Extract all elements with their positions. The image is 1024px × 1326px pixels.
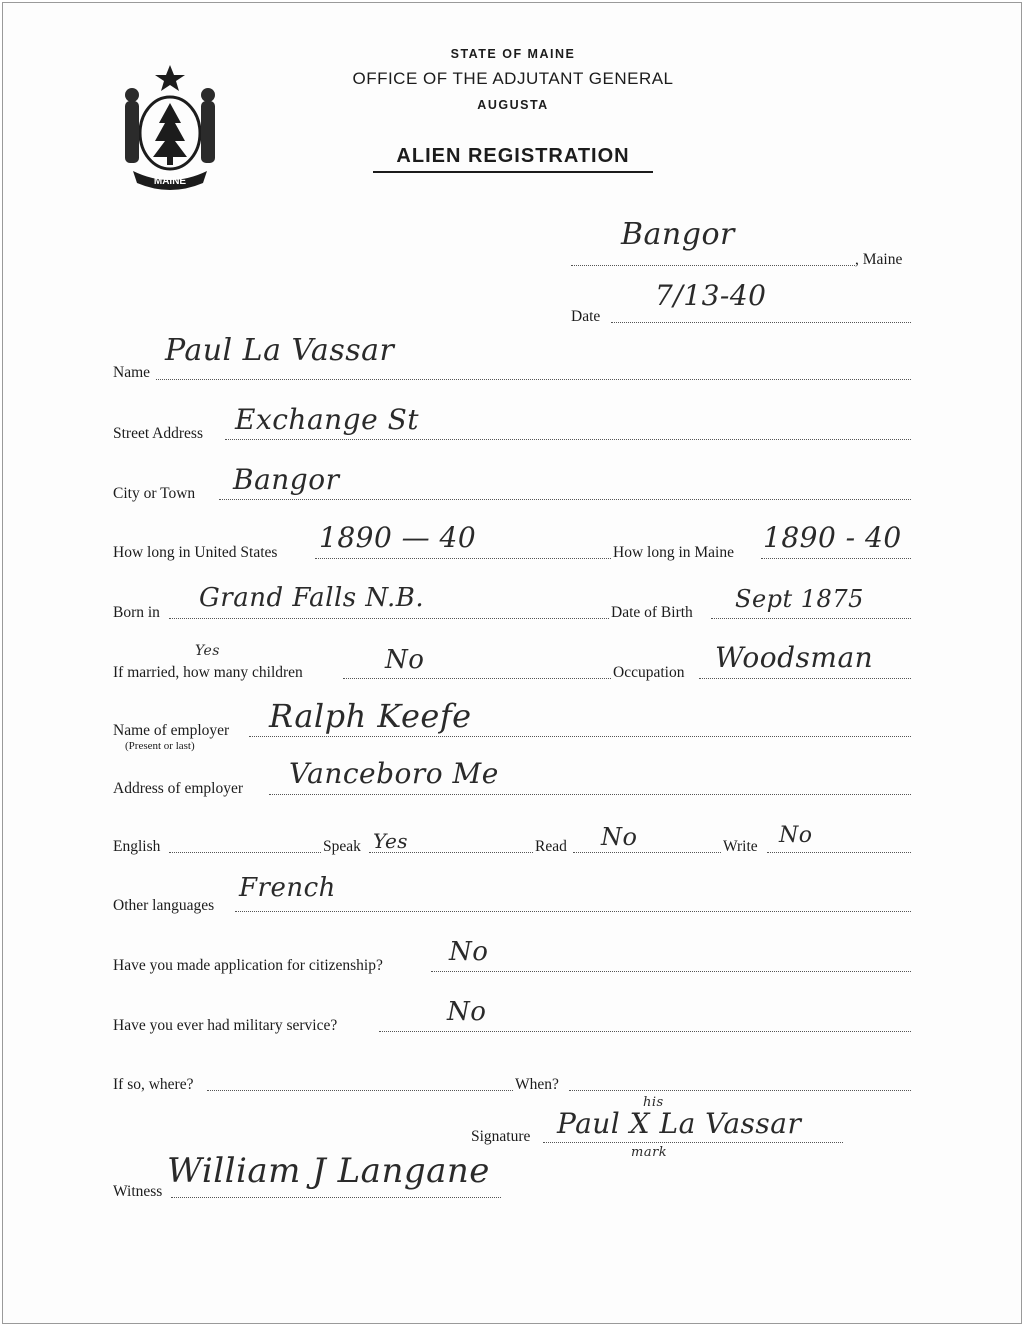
name-value: Paul La Vassar	[165, 333, 395, 368]
seal-text: MAINE	[153, 176, 187, 187]
read-line	[573, 852, 721, 853]
office-heading: OFFICE OF THE ADJUTANT GENERAL	[352, 69, 674, 88]
how-long-us-value: 1890 — 40	[319, 521, 477, 554]
page-title: ALIEN REGISTRATION	[396, 145, 630, 167]
name-label: Name	[113, 364, 151, 381]
other-languages-value: French	[239, 873, 336, 903]
signature-value: Paul X La Vassar	[557, 1107, 802, 1140]
born-in-label: Born in	[113, 604, 160, 621]
date-of-birth-line	[711, 618, 911, 619]
military-label: Have you ever had military service?	[113, 1017, 338, 1034]
other-languages-line	[235, 911, 911, 912]
street-address-value: Exchange St	[235, 403, 419, 436]
children-value: No	[385, 645, 425, 675]
state-seal-icon	[115, 61, 225, 191]
how-long-us-label: How long in United States	[113, 544, 278, 561]
city-value: Bangor	[233, 463, 340, 496]
witness-label: Witness	[113, 1183, 163, 1200]
when-line	[569, 1090, 911, 1091]
street-address-label: Street Address	[113, 425, 203, 442]
english-line	[169, 852, 321, 853]
employer-address-line	[269, 794, 911, 795]
when-label: When?	[515, 1076, 559, 1093]
registration-form	[2, 2, 1022, 1324]
place-label: , Maine	[855, 251, 903, 268]
write-line	[767, 852, 911, 853]
english-label: English	[113, 838, 161, 855]
citizenship-label: Have you made application for citizenship?	[113, 957, 383, 974]
name-line	[156, 379, 911, 380]
occupation-label: Occupation	[613, 664, 685, 681]
signature-annotation-bottom: mark	[631, 1145, 668, 1160]
place-value: Bangor	[621, 217, 735, 252]
write-value: No	[779, 823, 813, 848]
date-value: 7/13-40	[655, 279, 767, 312]
other-languages-label: Other languages	[113, 897, 215, 914]
employer-name-label: Name of employer	[113, 722, 230, 739]
children-line	[343, 678, 611, 679]
employer-name-value: Ralph Keefe	[269, 697, 472, 735]
witness-value: William J Langane	[167, 1151, 490, 1191]
employer-address-label: Address of employer	[113, 780, 243, 797]
military-value: No	[447, 997, 487, 1027]
place-line	[571, 265, 855, 266]
signature-line	[543, 1142, 843, 1143]
how-long-us-line	[315, 558, 611, 559]
citizenship-value: No	[449, 937, 489, 967]
married-annotation: Yes	[195, 643, 220, 659]
how-long-maine-label: How long in Maine	[613, 544, 734, 561]
read-label: Read	[535, 838, 567, 855]
born-in-value: Grand Falls N.B.	[199, 583, 425, 613]
date-label: Date	[571, 308, 601, 325]
title-underline	[373, 171, 653, 173]
witness-line	[171, 1197, 501, 1198]
employer-address-value: Vanceboro Me	[289, 757, 499, 790]
if-so-where-line	[207, 1090, 513, 1091]
citizenship-line	[431, 971, 911, 972]
signature-annotation-top: his	[643, 1095, 664, 1110]
occupation-value: Woodsman	[715, 641, 874, 674]
city-heading: AUGUSTA	[477, 98, 549, 112]
born-in-line	[169, 618, 609, 619]
children-label: If married, how many children	[113, 664, 303, 681]
city-label: City or Town	[113, 485, 196, 502]
state-heading: STATE OF MAINE	[450, 47, 576, 61]
occupation-line	[699, 678, 911, 679]
speak-value: Yes	[373, 829, 409, 853]
date-of-birth-value: Sept 1875	[735, 585, 864, 613]
military-line	[379, 1031, 911, 1032]
how-long-maine-value: 1890 - 40	[763, 521, 902, 554]
write-label: Write	[723, 838, 758, 855]
street-address-line	[225, 439, 911, 440]
speak-label: Speak	[323, 838, 361, 855]
signature-label: Signature	[471, 1128, 531, 1145]
employer-name-line	[249, 736, 911, 737]
city-line	[219, 499, 911, 500]
how-long-maine-line	[761, 558, 911, 559]
date-line	[611, 322, 911, 323]
date-of-birth-label: Date of Birth	[611, 604, 693, 621]
if-so-where-label: If so, where?	[113, 1076, 194, 1093]
read-value: No	[601, 823, 638, 851]
employer-name-sublabel: (Present or last)	[125, 740, 195, 752]
